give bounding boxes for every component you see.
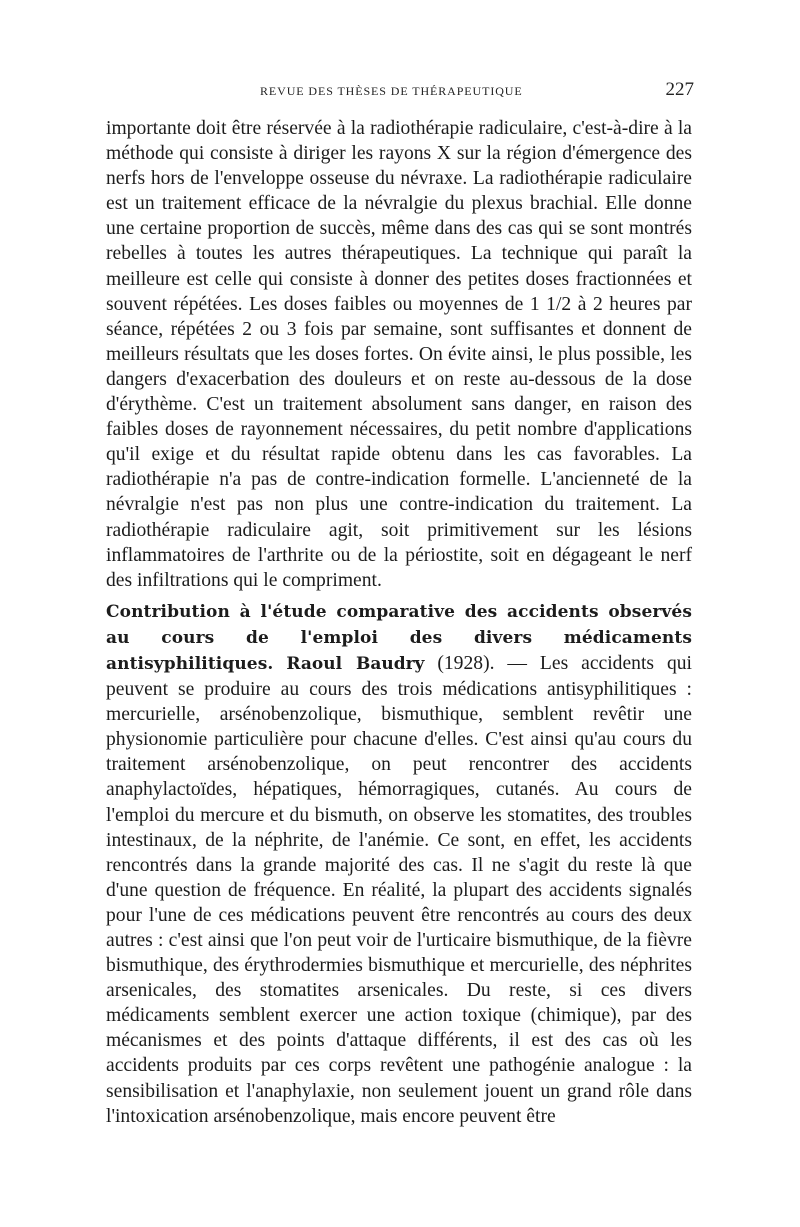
paragraph-thesis-baudry	[106, 599, 692, 1129]
page-number: 227	[665, 79, 694, 100]
body-text	[106, 116, 692, 1129]
thesis-title: Contribution à l'étude comparative des accidents observés au cours de l'emploi des divers médicaments antisyphilitiques.	[106, 601, 692, 674]
thesis-summary: — Les accidents qui peuvent se produire au cours des trois médications antisyphilitiques : mercurielle, arsénobenzolique, bismuthique, semblent revêtir une physionomie particulière pour chacune d'elles. C'est ainsi qu'au cours du traitement arsénobenzolique, on peut rencontrer des accidents anaphylactoïdes, hépatiques, hémorragiques, cutanés. Au cours de l'emploi du mercure et du bismuth, on observe les stomatites, des troubles intestinaux, de la néphrite, de l'anémie. Ce sont, en effet, les accidents rencontrés dans la grande majorité des cas. Il ne s'agit du reste là que d'une question de fréquence. En réalité, la plupart des accidents signalés pour l'une de ces médications peuvent être rencontrés au cours des deux autres : c'est ainsi que l'on peut voir de l'urticaire bismuthique, de la fièvre bismuthique, des érythrodermies bismuthique et mercurielle, des néphrites arsenicales, des stomatites arsenicales. Du reste, si ces divers médicaments semblent exercer une action toxique (chimique), par des mécanismes et des points d'attaque différents, il est des cas où les accidents produits par ces corps revêtent une pathogénie analogue : la sensibilisation et l'anaphylaxie, non seulement jouent un grand rôle dans l'intoxication arsénobenzolique, mais encore peuvent être	[106, 652, 692, 1127]
running-title: REVUE DES THÈSES DE THÉRAPEUTIQUE	[260, 84, 523, 98]
thesis-year: (1928).	[437, 652, 495, 674]
thesis-author: Raoul Baudry	[286, 653, 425, 674]
page-header	[108, 80, 694, 102]
paragraph-radiotherapy: importante doit être réservée à la radiothérapie radiculaire, c'est-à-dire à la méthode qui consiste à diriger les rayons X sur la région d'émergence des nerfs hors de l'enveloppe osseuse du névraxe. La radiothérapie radiculaire est un traitement efficace de la névralgie du plexus brachial. Elle donne une certaine proportion de succès, même dans des cas qui se sont montrés rebelles à toutes les autres thérapeutiques. La technique qui paraît la meilleure est celle qui consiste à donner des petites doses fractionnées et souvent répétées. Les doses faibles ou moyennes de 1 1/2 à 2 heures par séance, répétées 2 ou 3 fois par semaine, sont suffisantes et donnent de meilleurs résultats que les doses fortes. On évite ainsi, le plus possible, les dangers d'exacerbation des douleurs et on reste au-dessous de la dose d'érythème. C'est un traitement absolument sans danger, en raison des faibles doses de rayonnement nécessaires, du petit nombre d'applications qu'il exige et du résultat rapide obtenu dans les cas favorables. La radiothérapie n'a pas de contre-indication formelle. L'ancienneté de la névralgie n'est pas non plus une contre-indication du traitement. La radiothérapie radiculaire agit, soit primitivement sur les lésions inflammatoires de l'arthrite ou de la périostite, soit en dégageant le nerf des infiltrations qui le compriment.	[106, 118, 692, 591]
